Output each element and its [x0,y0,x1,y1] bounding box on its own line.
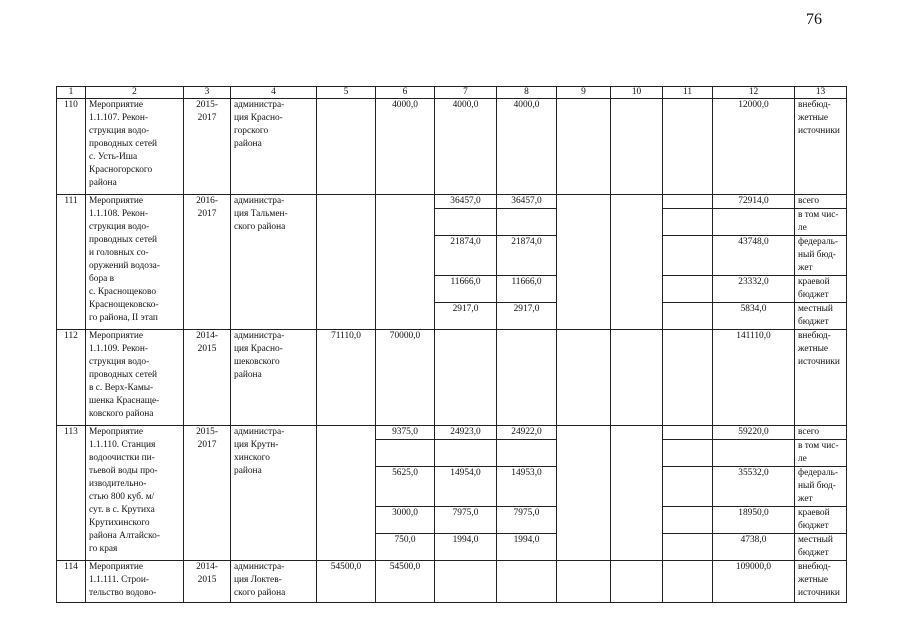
years-cell: 2014- 2015 [184,330,231,426]
total-cell: 141110,0 [713,330,795,426]
value-cell [557,99,611,195]
column-number-row [57,87,847,99]
total-cell: 43748,0 [713,236,795,276]
funding-source-cell: федераль- ный бюд- жет [795,467,847,507]
col-header-2: 2 [86,87,184,99]
value-cell: 7975,0 [497,507,557,534]
page-number: 76 [806,11,822,28]
value-cell: 11666,0 [435,276,497,303]
value-cell [435,440,497,467]
table-row [57,561,847,603]
row-number: 112 [57,330,86,426]
value-cell [663,561,713,603]
years-cell: 2016- 2017 [184,195,231,330]
value-cell: 71110,0 [317,330,376,426]
funding-source-cell: в том чис- ле [795,440,847,467]
value-cell [663,440,713,467]
measure-description: Мероприятие 1.1.110. Станция водоочистки пи- тьевой воды про- изводительно- стью 800 куб. м/ сут. в с. Крутиха Крутихинского района Алтайско- го края [86,426,184,561]
executor-cell: администра- ция Локтев- ского района [231,561,317,603]
value-cell [663,99,713,195]
total-cell: 72914,0 [713,195,795,209]
funding-source-cell: внебюд- жетные источники [795,99,847,195]
value-cell [663,507,713,534]
value-cell [663,330,713,426]
total-cell: 12000,0 [713,99,795,195]
value-cell: 36457,0 [497,195,557,209]
value-cell [663,209,713,236]
value-cell [557,426,611,561]
value-cell: 4000,0 [435,99,497,195]
executor-cell: администра- ция Крутн- хинского района [231,426,317,561]
measure-description: Мероприятие 1.1.109. Рекон- струкция водо- проводных сетей в с. Верх-Камы- шенка Краснаще- ковского района [86,330,184,426]
value-cell: 21874,0 [497,236,557,276]
value-cell: 3000,0 [376,507,435,534]
value-cell [376,440,435,467]
col-header-5: 5 [317,87,376,99]
col-header-8: 8 [497,87,557,99]
value-cell [663,534,713,561]
value-cell: 1994,0 [497,534,557,561]
value-cell [663,236,713,276]
funding-source-cell: краевой бюджет [795,276,847,303]
value-cell [317,99,376,195]
value-cell [557,561,611,603]
value-cell [557,330,611,426]
total-cell: 4738,0 [713,534,795,561]
value-cell [611,561,663,603]
value-cell [435,561,497,603]
funding-source-cell: местный бюджет [795,534,847,561]
value-cell [663,195,713,209]
value-cell [611,99,663,195]
value-cell: 14954,0 [435,467,497,507]
program-table [56,86,847,603]
value-cell: 4000,0 [497,99,557,195]
value-cell [611,195,663,330]
value-cell [663,426,713,440]
value-cell [497,209,557,236]
total-cell [713,440,795,467]
funding-source-cell: всего [795,426,847,440]
value-cell [663,276,713,303]
total-cell: 23332,0 [713,276,795,303]
funding-source-cell: краевой бюджет [795,507,847,534]
col-header-12: 12 [713,87,795,99]
value-cell: 21874,0 [435,236,497,276]
col-header-4: 4 [231,87,317,99]
value-cell: 5625,0 [376,467,435,507]
value-cell: 54500,0 [317,561,376,603]
years-cell: 2015- 2017 [184,99,231,195]
value-cell: 7975,0 [435,507,497,534]
measure-description: Мероприятие 1.1.107. Рекон- струкция водо- проводных сетей с. Усть-Иша Красногорского района [86,99,184,195]
value-cell [611,330,663,426]
value-cell: 70000,0 [376,330,435,426]
row-number: 111 [57,195,86,330]
value-cell: 2917,0 [497,303,557,330]
col-header-10: 10 [611,87,663,99]
funding-source-cell: федераль- ный бюд- жет [795,236,847,276]
funding-source-cell: внебюд- жетные источники [795,330,847,426]
col-header-7: 7 [435,87,497,99]
value-cell [435,209,497,236]
col-header-13: 13 [795,87,847,99]
value-cell: 11666,0 [497,276,557,303]
total-cell: 109000,0 [713,561,795,603]
value-cell [663,303,713,330]
measure-description: Мероприятие 1.1.111. Строи- тельство водово- [86,561,184,603]
value-cell [435,330,497,426]
total-cell: 35532,0 [713,467,795,507]
years-cell: 2014- 2015 [184,561,231,603]
total-cell [713,209,795,236]
table-row [57,330,847,426]
value-cell: 750,0 [376,534,435,561]
value-cell [497,561,557,603]
value-cell [557,195,611,330]
value-cell: 1994,0 [435,534,497,561]
value-cell [663,467,713,507]
total-cell: 5834,0 [713,303,795,330]
row-number: 114 [57,561,86,603]
table-row [57,195,847,209]
executor-cell: администра- ция Тальмен- ского района [231,195,317,330]
value-cell: 4000,0 [376,99,435,195]
value-cell [497,440,557,467]
table-row [57,426,847,440]
col-header-6: 6 [376,87,435,99]
value-cell [611,426,663,561]
funding-source-cell: внебюд- жетные источники [795,561,847,603]
row-number: 110 [57,99,86,195]
years-cell: 2015- 2017 [184,426,231,561]
col-header-1: 1 [57,87,86,99]
value-cell [317,195,376,330]
value-cell [497,330,557,426]
total-cell: 18950,0 [713,507,795,534]
value-cell: 14953,0 [497,467,557,507]
col-header-3: 3 [184,87,231,99]
value-cell: 9375,0 [376,426,435,440]
col-header-11: 11 [663,87,713,99]
total-cell: 59220,0 [713,426,795,440]
funding-source-cell: местный бюджет [795,303,847,330]
row-number: 113 [57,426,86,561]
value-cell: 2917,0 [435,303,497,330]
value-cell: 24923,0 [435,426,497,440]
value-cell [376,195,435,330]
executor-cell: администра- ция Красно- шековского района [231,330,317,426]
value-cell: 36457,0 [435,195,497,209]
value-cell: 54500,0 [376,561,435,603]
value-cell: 24922,0 [497,426,557,440]
funding-source-cell: в том чис- ле [795,209,847,236]
table-row [57,99,847,195]
executor-cell: администра- ция Красно- горского района [231,99,317,195]
col-header-9: 9 [557,87,611,99]
measure-description: Мероприятие 1.1.108. Рекон- струкция водо- проводных сетей и головных со- оружений водоза- бора в с. Краснощеково Краснощековско- го района, II этап [86,195,184,330]
value-cell [317,426,376,561]
funding-source-cell: всего [795,195,847,209]
